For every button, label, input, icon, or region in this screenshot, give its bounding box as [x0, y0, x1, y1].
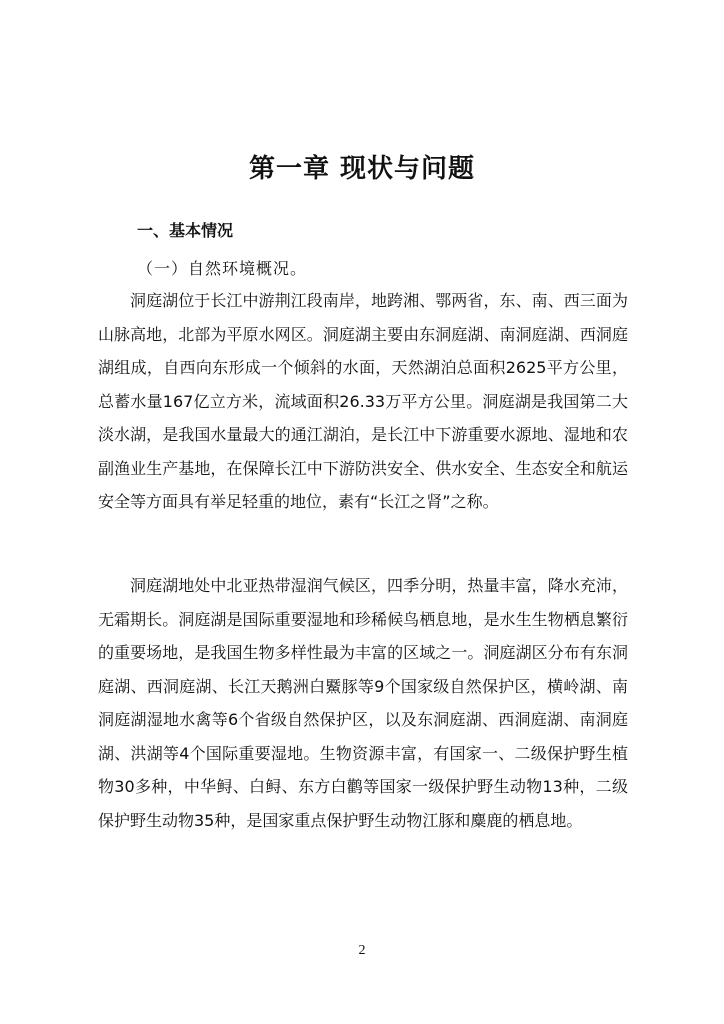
section-heading: 一、基本情况 — [137, 221, 234, 240]
body-paragraph: 洞庭湖位于长江中游荆江段南岸，地跨湘、鄂两省，东、南、西三面为山脉高地，北部为平原水网区。洞庭湖主要由东洞庭湖、南洞庭湖、西洞庭湖组成，自西向东形成一个倾斜的水面，天然湖泊总面积2625平方公里，总蓄水量167亿立方米，流域面积26.33万平方公里。洞庭湖是我国第二大淡水湖，是我国水量最大的通江湖泊，是长江中下游重要水源地、湿地和农副渔业生产基地，在保障长江中下游防洪安全、供水安全、生态安全和航运安全等方面具有举足轻重的地位，素有“长江之肾”之称。 — [98, 291, 628, 511]
subsection-heading: （一）自然环境概况。 — [137, 259, 308, 278]
page-number: 2 — [358, 943, 366, 958]
chapter-title: 第一章 现状与问题 — [248, 154, 476, 184]
body-paragraph: 洞庭湖地处中北亚热带湿润气候区，四季分明，热量丰富，降水充沛，无霜期长。洞庭湖是国际重要湿地和珍稀候鸟栖息地，是水生生物栖息繁衍的重要场地，是我国生物多样性最为丰富的区域之一。洞庭湖区分布有东洞庭湖、西洞庭湖、长江天鹅洲白鱀豚等9个国家级自然保护区，横岭湖、南洞庭湖湿地水禽等6个省级自然保护区，以及东洞庭湖、西洞庭湖、南洞庭湖、洪湖等4个国际重要湿地。生物资源丰富，有国家一、二级保护野生植物30多种，中华鲟、白鲟、东方白鹳等国家一级保护野生动物13种，二级保护野生动物35种，是国家重点保护野生动物江豚和麋鹿的栖息地。 — [98, 576, 628, 830]
